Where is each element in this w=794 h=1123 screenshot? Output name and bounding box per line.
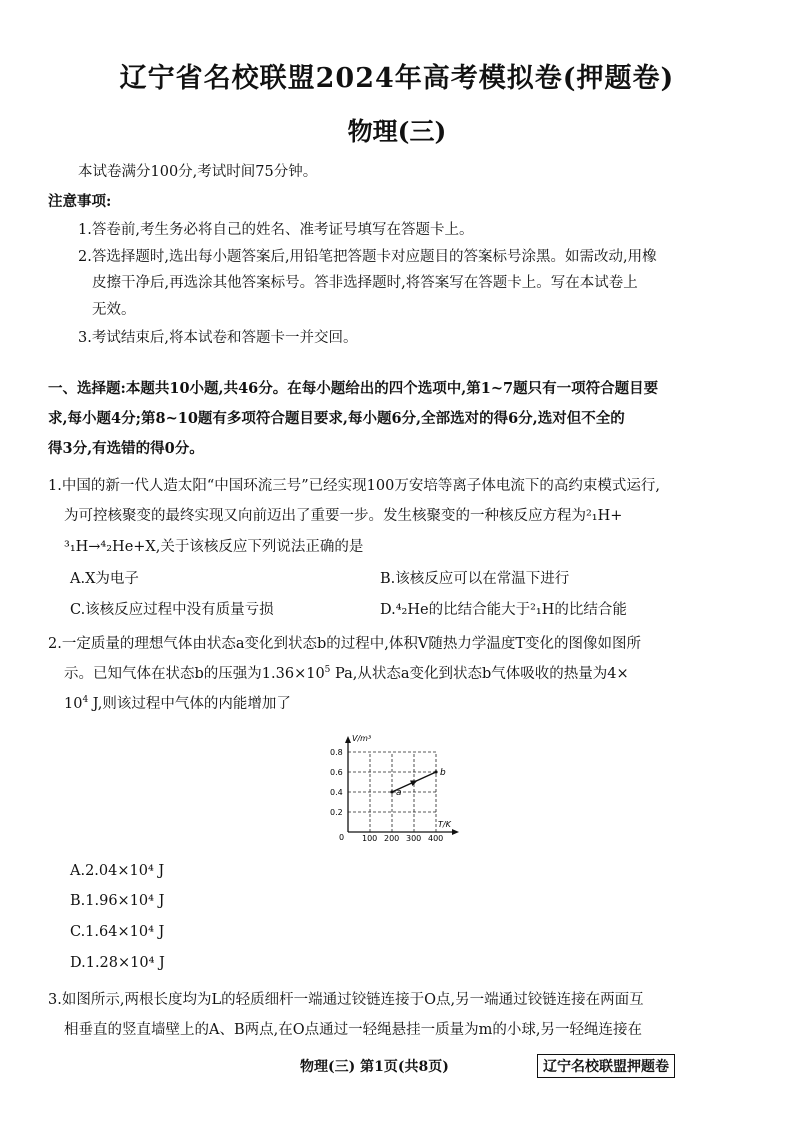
point-label: b <box>440 768 446 778</box>
notice-2-line2: 皮擦干净后,再选涂其他答案标号。答非选择题时,将答案写在答题卡上。写在本试卷上 <box>92 275 638 291</box>
x-tick-label: 100 <box>362 834 378 843</box>
q1-option-a: A.X为电子 <box>70 571 139 587</box>
q3-line1: 3.如图所示,两根长度均为L的轻质细杆一端通过铰链连接于O点,另一端通过铰链连接在两面互 <box>48 992 644 1008</box>
exam-subtitle: 物理(三) <box>347 117 447 146</box>
footer-page-info: 物理(三) 第1页(共8页) <box>300 1059 449 1075</box>
data-point <box>434 770 437 773</box>
q2-line3: $10^4$ J,则该过程中气体的内能增加了 <box>64 695 291 712</box>
notice-2-line1: 2.答选择题时,选出每小题答案后,用铅笔把答题卡对应题目的答案标号涂黑。如需改动,用橡 <box>78 249 657 265</box>
vt-graph <box>330 730 465 845</box>
x-axis-arrow <box>452 829 459 835</box>
q2-option-b: B.1.96×10⁴ J <box>70 893 165 909</box>
notice-3: 3.考试结束后,将本试卷和答题卡一并交回。 <box>78 330 358 346</box>
q2-option-a: A.2.04×10⁴ J <box>70 863 165 879</box>
x-axis-label: T/K <box>438 820 451 829</box>
direction-arrow <box>410 778 419 786</box>
point-label: a <box>396 788 402 798</box>
q1-line2: 为可控核聚变的最终实现又向前迈出了重要一步。发生核聚变的一种核反应方程为²₁H+ <box>64 508 623 524</box>
y-axis-arrow <box>345 736 351 743</box>
section1-line2: 求,每小题4分;第8~10题有多项符合题目要求,每小题6分,全部选对的得6分,选对但不全的 <box>48 410 625 427</box>
notice-title: 注意事项: <box>48 193 112 210</box>
q1-option-b: B.该核反应可以在常温下进行 <box>380 571 570 587</box>
q2-line2: 示。已知气体在状态b的压强为$1.36\times 10^5$ Pa,从状态a变化到状态b气体吸收的热量为4× <box>64 665 629 682</box>
exam-title: 辽宁省名校联盟2024年高考模拟卷(押题卷) <box>119 63 675 94</box>
y-tick-label: 0.6 <box>330 768 343 777</box>
data-point <box>390 790 393 793</box>
chart-series <box>390 768 446 798</box>
section1-line1: 一、选择题:本题共10小题,共46分。在每小题给出的四个选项中,第1~7题只有一项符合题目要 <box>48 380 659 397</box>
q1-option-c: C.该核反应过程中没有质量亏损 <box>70 602 274 618</box>
section1-line3: 得3分,有选错的得0分。 <box>48 440 204 457</box>
x-tick-label: 200 <box>384 834 400 843</box>
notice-2-line3: 无效。 <box>92 302 136 318</box>
origin-label: 0 <box>339 833 345 842</box>
footer-box-label: 辽宁名校联盟押题卷 <box>537 1054 675 1078</box>
q2-option-c: C.1.64×10⁴ J <box>70 924 165 940</box>
x-tick-label: 300 <box>406 834 422 843</box>
q2-option-d: D.1.28×10⁴ J <box>70 955 165 971</box>
full-score-text: 本试卷满分100分,考试时间75分钟。 <box>78 164 318 180</box>
x-tick-label: 400 <box>428 834 444 843</box>
y-tick-label: 0.2 <box>330 808 343 817</box>
q1-line1: 1.中国的新一代人造太阳“中国环流三号”已经实现100万安培等离子体电流下的高约束模式运行, <box>48 478 660 494</box>
q1-option-d: D.⁴₂He的比结合能大于²₁H的比结合能 <box>380 602 627 618</box>
q1-line3: ³₁H→⁴₂He+X,关于该核反应下列说法正确的是 <box>64 539 364 555</box>
q3-line2: 相垂直的竖直墙壁上的A、B两点,在O点通过一轻绳悬挂一质量为m的小球,另一轻绳连接在 <box>64 1022 642 1038</box>
chart-ticks <box>330 748 443 843</box>
q2-line1: 2.一定质量的理想气体由状态a变化到状态b的过程中,体积V随热力学温度T变化的图像如图所 <box>48 636 642 652</box>
y-axis-label: V/m³ <box>352 734 372 743</box>
y-tick-label: 0.8 <box>330 748 343 757</box>
notice-1: 1.答卷前,考生务必将自己的姓名、准考证号填写在答题卡上。 <box>78 222 474 238</box>
y-tick-label: 0.4 <box>330 788 343 797</box>
